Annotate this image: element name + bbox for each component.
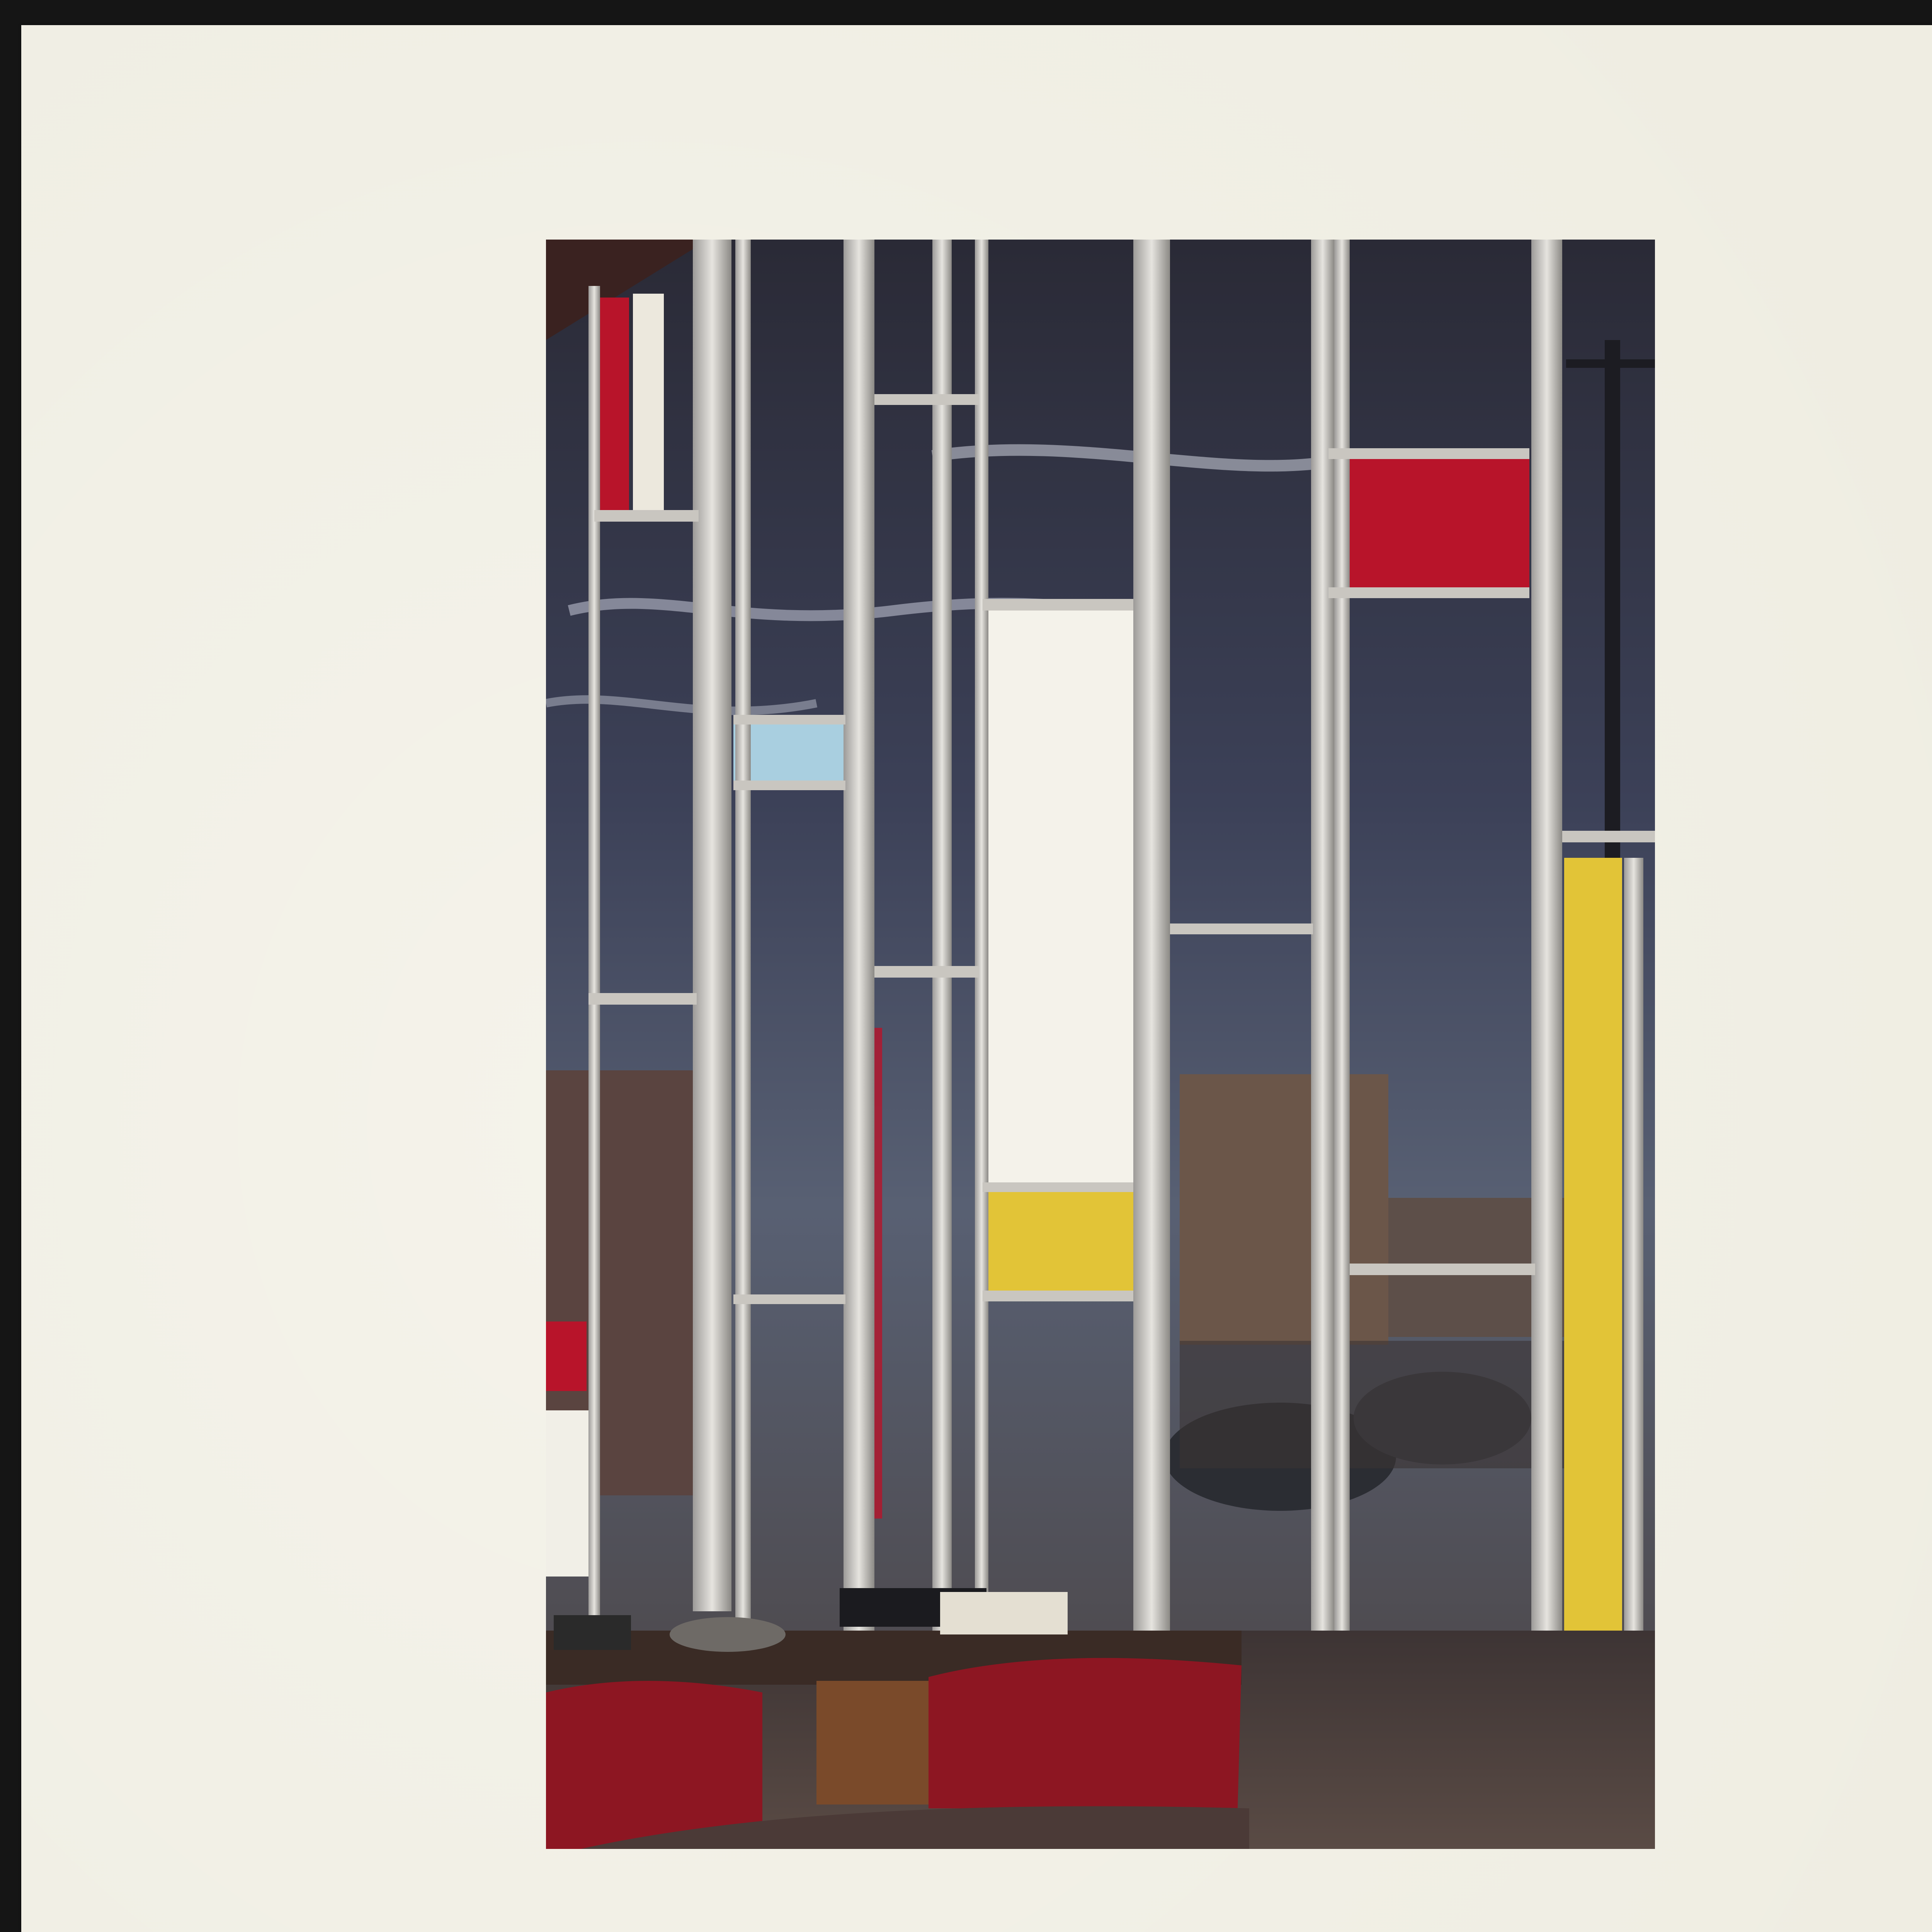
red-panel [1328,456,1529,587]
mullion [975,240,988,1689]
transom [983,599,1133,611]
mullion [932,240,952,1669]
desk-sign [554,1615,631,1650]
transom [1350,1264,1535,1275]
yellow-panel [1564,858,1622,1712]
mullion [693,240,731,1611]
transom [733,1294,845,1304]
mullion [588,286,600,1638]
transom [594,510,699,522]
red-chair [546,1681,762,1849]
white-panel [546,1410,592,1577]
window-wall-photo [546,240,1655,1849]
transom [874,966,979,978]
transom [1328,448,1529,459]
photograph [546,240,1655,1849]
mullion [1133,240,1170,1727]
transom [874,394,979,405]
transom [1562,831,1655,842]
mounting-sheet [21,25,1932,1932]
transom [733,781,845,790]
yellow-panel [988,1190,1137,1294]
transom [983,1291,1133,1301]
white-panel [983,611,1133,1186]
mullion [844,240,874,1650]
transom [733,715,845,724]
ashtray [670,1617,786,1652]
mullion [735,240,751,1631]
reflected-building [1180,1074,1388,1345]
red-chair [929,1658,1242,1808]
transom [1328,587,1529,598]
transom [588,993,697,1005]
white-panel [633,294,664,510]
mullion [1311,240,1334,1849]
mullion [1334,240,1350,1849]
red-panel [546,1321,587,1391]
pole-crossbar [1566,359,1655,368]
mullion [1531,240,1562,1849]
transom [983,1182,1133,1192]
transom [1170,923,1313,934]
nameplate [940,1592,1068,1634]
